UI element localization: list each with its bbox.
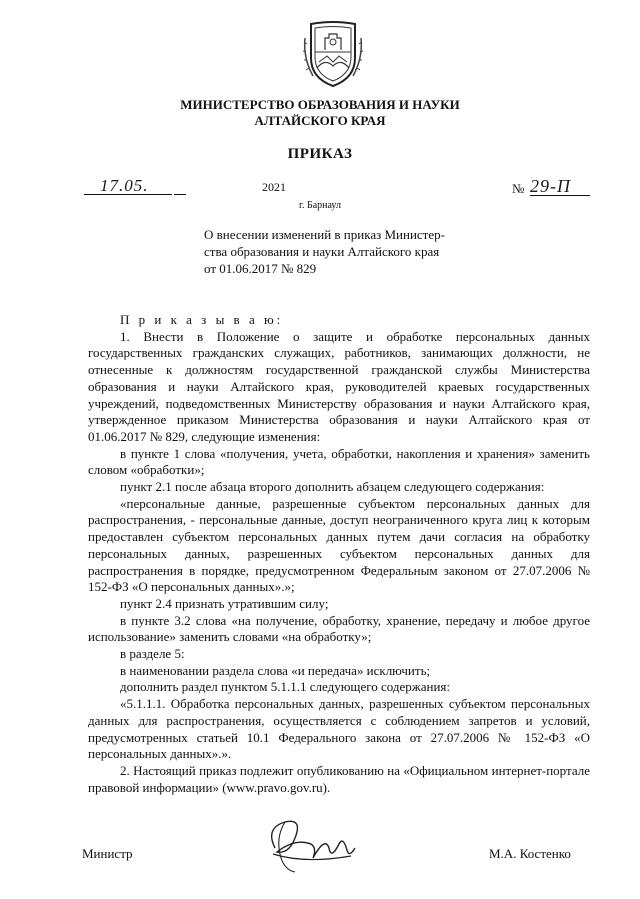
body-paragraph: пункт 2.1 после абзаца второго дополнить абзацем следующего содержания: bbox=[120, 479, 545, 495]
body-paragraph: в разделе 5: bbox=[120, 646, 185, 662]
body-paragraph: «персональные данные, разрешенные субъектом персональных данных для распространения, - персональные данные, доступ неограниченного круга лиц к которым предоставлен субъектом персональных данных путем дачи согласия на обработку персональных данных, разрешенных субъектом персональных данных для распространения в порядке, предусмотренном Федеральным законом от 27.07.2006 № 152-ФЗ «О персональных данных».»; bbox=[88, 495, 590, 595]
signatory-name: М.А. Костенко bbox=[489, 846, 571, 861]
number-underline bbox=[530, 195, 590, 196]
body-paragraph: 1. Внести в Положение о защите и обработке персональных данных государственных гражданских служащих, работников, занимающих должности, не отнесенные к должностям государственной гражданской службы Министерства образования и науки Алтайского края, руководителей краевых государственных учреждений, подведомственных Министерству образования и науки Алтайского края, утвержденное приказом Министерства образования и науки Алтайского края от 01.06.2017 № 829, следующие изменения: bbox=[88, 328, 590, 444]
date-underline-short bbox=[174, 194, 186, 195]
order-number bbox=[512, 176, 602, 200]
body-paragraph: дополнить раздел пунктом 5.1.1.1 следующего содержания: bbox=[120, 679, 451, 695]
order-body bbox=[88, 312, 590, 796]
subject-line: от 01.06.2017 № 829 bbox=[204, 261, 317, 276]
signatory-title: Министр bbox=[82, 846, 133, 861]
order-date bbox=[84, 176, 286, 198]
body-paragraph: в пункте 1 слова «получения, учета, обработки, накопления и хранения» заменить словом «обработки»; bbox=[88, 445, 590, 478]
coat-of-arms-icon bbox=[303, 18, 363, 90]
number-sign: № bbox=[512, 181, 525, 196]
subject-line: О внесении изменений в приказ Министер- bbox=[204, 227, 445, 242]
body-paragraph: в наименовании раздела слова «и передача» исключить; bbox=[120, 662, 431, 678]
ministry-name-line2: АЛТАЙСКОГО КРАЯ bbox=[254, 113, 386, 128]
date-underline bbox=[84, 194, 172, 195]
body-paragraph: «5.1.1.1. Обработка персональных данных, разрешенных субъектом персональных данных для распространения, осуществляется с соблюдением запретов и условий, предусмотренных статьей 10.1 Федерального закона от 27.07.2006 № 152-ФЗ «О персональных данных».». bbox=[88, 696, 590, 762]
body-paragraph: в пункте 3.2 слова «на получение, обработку, хранение, передачу и любое другое использование» заменить словами «на обработку»; bbox=[88, 612, 590, 645]
order-preamble: П р и к а з ы в а ю: bbox=[120, 312, 284, 327]
order-year: 2021 bbox=[262, 180, 286, 194]
order-subject bbox=[204, 226, 494, 277]
handwritten-date: 17.05. bbox=[100, 176, 149, 195]
body-paragraph: пункт 2.4 признать утратившим силу; bbox=[120, 595, 329, 611]
body-paragraph: 2. Настоящий приказ подлежит опубликованию на «Официальном интернет-портале правовой информации» (www.pravo.gov.ru). bbox=[88, 762, 590, 795]
signature-block bbox=[0, 840, 640, 870]
city-label: г. Барнаул bbox=[299, 200, 341, 211]
ministry-name-line1: МИНИСТЕРСТВО ОБРАЗОВАНИЯ И НАУКИ bbox=[180, 97, 460, 112]
subject-line: ства образования и науки Алтайского края bbox=[204, 244, 440, 259]
handwritten-number: 29-П bbox=[530, 176, 571, 196]
document-type-heading: ПРИКАЗ bbox=[287, 146, 353, 162]
